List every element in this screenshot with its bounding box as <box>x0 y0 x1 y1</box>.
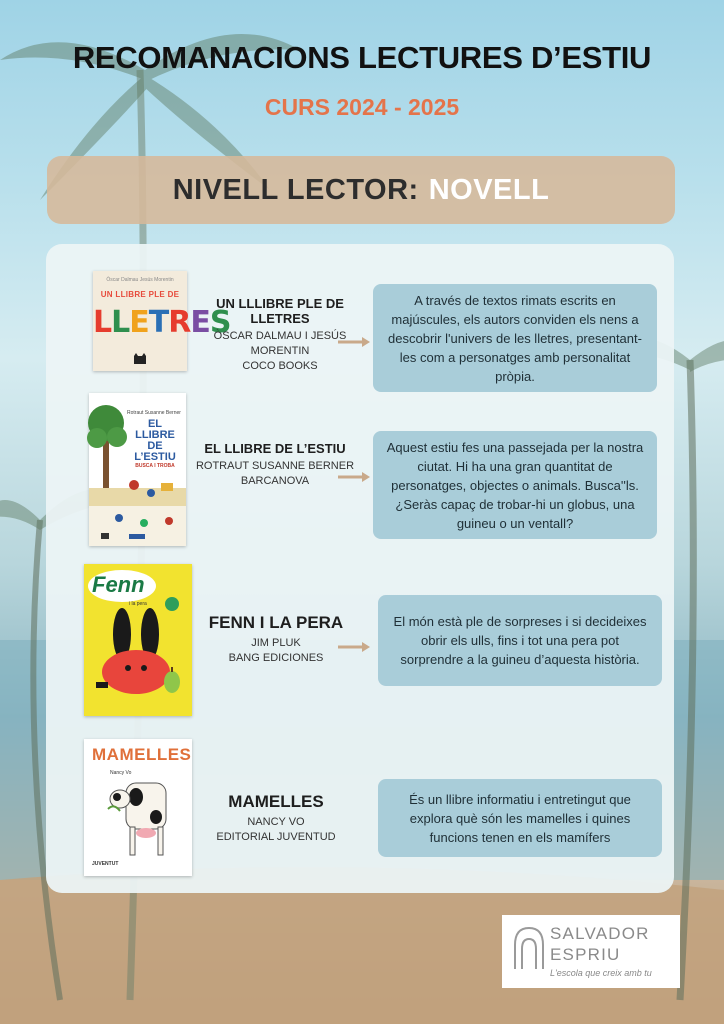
book-description-2: Aquest estiu fes una passejada per la nostra ciutat. Hi ha una gran quantitat de personatges, objectes o animals. Busca''ls. ¿Seràs capaç de trobar-hi un globus, una guineu o un ventall? <box>373 431 657 539</box>
cover-4-author: Nancy Vo <box>110 770 132 776</box>
reading-level-value: NOVELL <box>428 173 550 206</box>
cover-2-subtitle: BUSCA I TROBA <box>135 463 175 469</box>
book-info-1 <box>190 296 370 374</box>
cover-1-author-names: Òscar Dalmau Jesús Morentin <box>106 277 174 283</box>
book-title: EL LLIBRE DE L’ESTIU <box>204 441 346 456</box>
poster-subtitle: CURS 2024 - 2025 <box>264 94 460 120</box>
book-title: MAMELLES <box>228 792 324 811</box>
book-author: NANCY VO <box>247 816 305 828</box>
cover-3-title: Fenn <box>92 572 145 597</box>
arch-logo-icon <box>512 925 546 971</box>
cover-4-title: MAMELLES <box>92 745 192 764</box>
cover-1-small-title: UN LLIBRE PLE DE <box>100 290 180 299</box>
reading-level-banner <box>47 156 675 224</box>
book-cover-1 <box>93 271 231 371</box>
book-title: FENN I LA PERA <box>208 613 344 632</box>
book-description-1: A través de textos rimats escrits en majúscules, els autors conviden els nens a descobrir l'univers de les lletres, presentant-les com a personatges amb personalitat pròpia. <box>373 284 657 392</box>
book-info-2 <box>195 441 355 489</box>
logo-text-line2: ESPRIU <box>550 945 621 964</box>
book-description-4: És un llibre informatiu i entretingut que explora què són les mamelles i quines funcions tenen en els mamífers <box>378 779 662 857</box>
book-description-3: El món està ple de sorpreses i si decideixes obrir els ulls, fins i tot una pera pot sorprendre a la guineu d’aquesta història. <box>378 595 662 686</box>
poster-title: RECOMANACIONS LECTURES D’ESTIU <box>72 40 652 75</box>
arrow-icon <box>338 337 370 347</box>
cover-3-subtitle: i la pera <box>129 601 147 607</box>
book-author: JIM PLUK <box>251 637 301 649</box>
cover-1-cat-icon <box>133 353 147 365</box>
book-author: ROTRAUT SUSANNE BERNER <box>195 460 355 472</box>
cover-1-big-letters: LLETRES <box>93 305 231 340</box>
reading-level-label: NIVELL LECTOR: <box>172 173 419 206</box>
book-publisher: BANG EDICIONES <box>228 652 324 664</box>
book-publisher: EDITORIAL JUVENTUD <box>216 831 336 843</box>
cover-4-publisher: JUVENTUT <box>92 861 119 867</box>
book-author: ÒSCAR DALMAU I JESÚS MORENTIN <box>213 330 347 357</box>
cover-2-author: Rotraut Susanne Berner <box>127 410 181 416</box>
book-title: UN LLLIBRE PLE DE LLETRES <box>216 296 344 326</box>
book-publisher: COCO BOOKS <box>242 360 318 372</box>
arrow-icon <box>338 472 370 482</box>
school-logo <box>502 915 680 988</box>
book-info-3 <box>200 613 352 666</box>
book-cover-3 <box>84 564 192 716</box>
cover-2-title: EL LLIBRE DE L’ESTIU <box>134 418 176 463</box>
book-info-4 <box>200 792 352 845</box>
book-publisher: BARCANOVA <box>240 475 310 487</box>
book-cover-4 <box>84 739 192 876</box>
logo-text-line1: SALVADOR <box>550 924 650 943</box>
logo-tagline: L'escola que creix amb tu <box>550 968 652 978</box>
book-cover-2 <box>89 393 186 546</box>
arrow-icon <box>338 642 370 652</box>
